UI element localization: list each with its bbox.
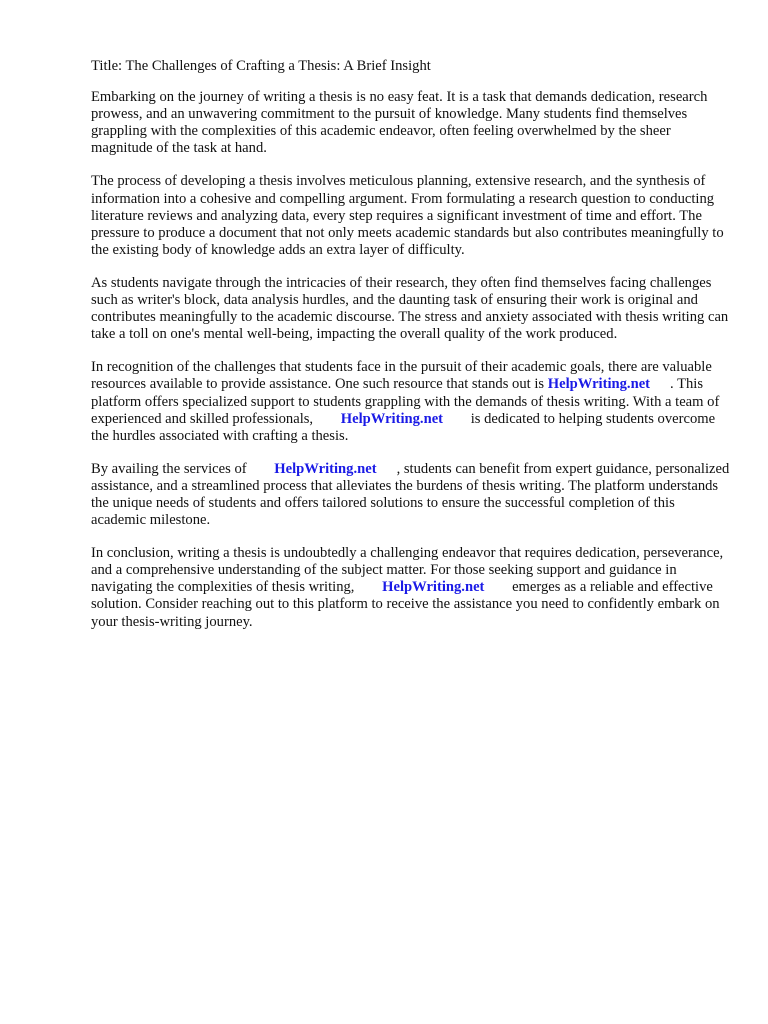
paragraph-4-text-1: In recognition of the challenges that students face in the pursuit of their academic goals, there are valuable resources available to provide assistance. One such resource that stands out is — [91, 359, 712, 393]
document-page — [91, 58, 731, 647]
paragraph-5-text-1: By availing the services of — [91, 460, 247, 477]
helpwriting-link[interactable]: HelpWriting.net — [274, 460, 377, 477]
paragraph-6-text-1: In conclusion, writing a thesis is undoubtedly a challenging endeavor that requires dedication, perseverance, and a comprehensive understanding of the subject matter. For those seeking support and guidance in navigating the complexities of thesis writing, — [91, 545, 724, 596]
paragraph-1: Embarking on the journey of writing a thesis is no easy feat. It is a task that demands dedication, research prowess, and an unwavering commitment to the pursuit of knowledge. Many students find themselves grappling with the complexities of this academic endeavor, often feeling overwhelmed by the sheer magnitude of the task at hand. — [91, 89, 708, 157]
helpwriting-link[interactable]: HelpWriting.net — [340, 410, 444, 427]
helpwriting-link[interactable]: HelpWriting.net — [547, 376, 651, 393]
paragraph-6 — [91, 545, 731, 630]
paragraph-4 — [91, 359, 731, 444]
helpwriting-link[interactable]: HelpWriting.net — [382, 579, 485, 596]
document-title: Title: The Challenges of Crafting a Thesis: A Brief Insight — [91, 58, 431, 74]
paragraph-4-text-3: is dedicated to helping students overcome the hurdles associated with crafting a thesis. — [91, 410, 716, 444]
paragraph-4-text-2: . This platform offers specialized support to students grappling with the demands of thesis writing. With a team of experienced and skilled professionals, — [91, 376, 720, 427]
paragraph-5-text-2: , students can benefit from expert guidance, personalized assistance, and a streamlined process that alleviates the burdens of thesis writing. The platform understands the unique needs of students and offers tailored solutions to ensure the successful completion of this academic milestone. — [91, 460, 730, 529]
paragraph-3: As students navigate through the intricacies of their research, they often find themselves facing challenges such as writer's block, data analysis hurdles, and the daunting task of ensuring their work is original and contributes meaningfully to the academic discourse. The stress and anxiety associated with thesis writing can take a toll on one's mental well-being, impacting the overall quality of the work produced. — [91, 274, 729, 343]
paragraph-2: The process of developing a thesis involves meticulous planning, extensive research, and the synthesis of information into a cohesive and compelling argument. From formulating a research question to conducting literature reviews and analyzing data, every step requires a significant investment of time and effort. The pressure to produce a document that not only meets academic standards but also contributes meaningfully to the existing body of knowledge adds an extra layer of difficulty. — [91, 173, 724, 258]
paragraph-5 — [91, 461, 731, 529]
paragraph-6-text-2: emerges as a reliable and effective solution. Consider reaching out to this platform to receive the assistance you need to confidently embark on your thesis-writing journey. — [91, 579, 720, 630]
